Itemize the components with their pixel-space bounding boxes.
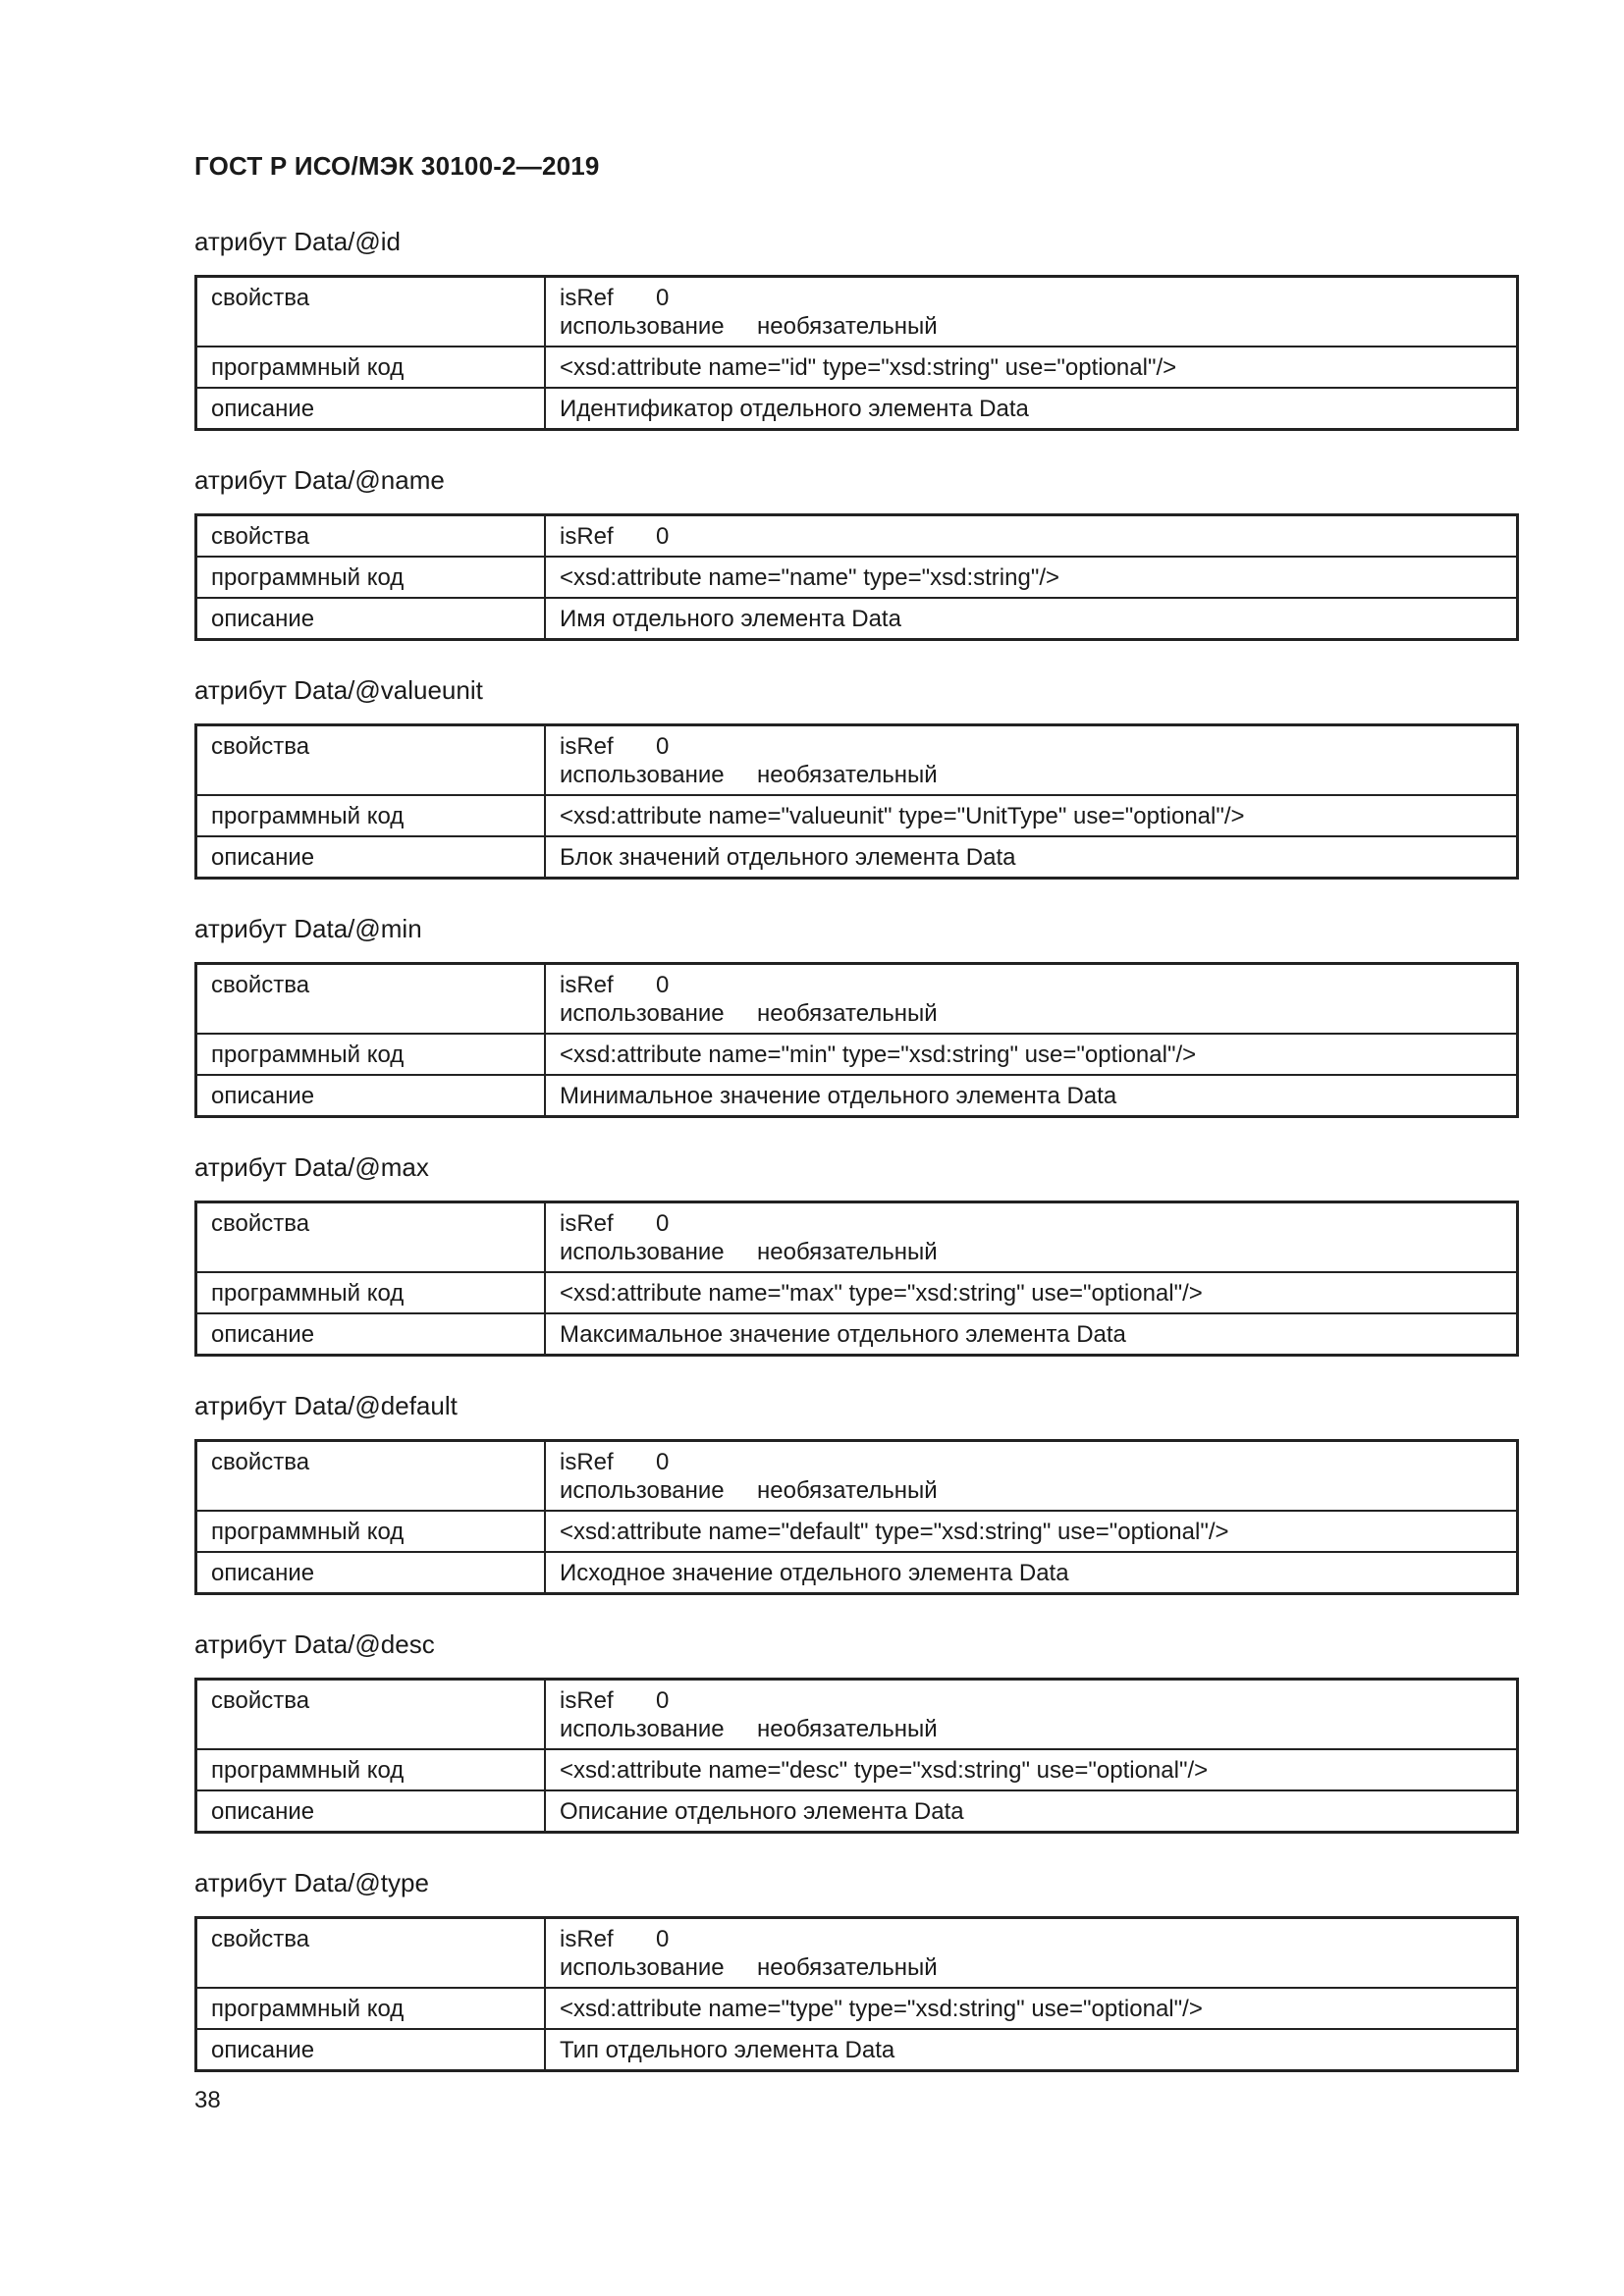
description-value: Описание отдельного элемента Data: [545, 1790, 1518, 1833]
description-label: описание: [196, 1313, 546, 1356]
attribute-table: [194, 1201, 1519, 1357]
code-value: <xsd:attribute name="type" type="xsd:string" use="optional"/>: [545, 1988, 1518, 2029]
isref-line: [560, 284, 1502, 312]
properties-label: свойства: [196, 1680, 546, 1750]
code-row: [196, 1511, 1518, 1552]
properties-row: [196, 277, 1518, 347]
attribute-title: атрибут Data/@max: [194, 1152, 429, 1182]
isref-label: isRef: [560, 1926, 614, 1952]
description-row: [196, 2029, 1518, 2071]
description-value: Тип отдельного элемента Data: [545, 2029, 1518, 2071]
isref-label: isRef: [560, 523, 614, 550]
code-label: программный код: [196, 1749, 546, 1790]
properties-value: [545, 1441, 1518, 1512]
attribute-block-default: [194, 1386, 1519, 1595]
properties-value: [545, 964, 1518, 1035]
usage-value: необязательный: [757, 1477, 938, 1504]
usage-line: [560, 312, 1502, 341]
usage-value: необязательный: [757, 762, 938, 788]
code-value: <xsd:attribute name="name" type="xsd:string"/>: [545, 557, 1518, 598]
code-label: программный код: [196, 1034, 546, 1075]
description-label: описание: [196, 388, 546, 430]
isref-line: [560, 1686, 1502, 1715]
properties-label: свойства: [196, 1202, 546, 1273]
description-value: Минимальное значение отдельного элемента Data: [545, 1075, 1518, 1117]
usage-value: необязательный: [757, 1239, 938, 1265]
attribute-block-id: [194, 222, 1519, 431]
code-value: <xsd:attribute name="default" type="xsd:string" use="optional"/>: [545, 1511, 1518, 1552]
usage-value: необязательный: [757, 1716, 938, 1742]
usage-line: [560, 1953, 1502, 1982]
isref-value: 0: [656, 1926, 670, 1952]
code-value: <xsd:attribute name="valueunit" type="UnitType" use="optional"/>: [545, 795, 1518, 836]
usage-label: использование: [560, 1716, 725, 1742]
usage-label: использование: [560, 313, 725, 340]
code-label: программный код: [196, 795, 546, 836]
properties-label: свойства: [196, 277, 546, 347]
code-row: [196, 347, 1518, 388]
usage-line: [560, 1715, 1502, 1743]
attribute-block-min: [194, 909, 1519, 1118]
properties-label: свойства: [196, 964, 546, 1035]
description-row: [196, 598, 1518, 640]
attribute-block-desc: [194, 1625, 1519, 1834]
isref-label: isRef: [560, 733, 614, 760]
isref-value: 0: [656, 733, 670, 760]
properties-row: [196, 1202, 1518, 1273]
properties-row: [196, 1918, 1518, 1989]
isref-label: isRef: [560, 1210, 614, 1237]
usage-label: использование: [560, 1239, 725, 1265]
attribute-title: атрибут Data/@type: [194, 1868, 429, 1897]
attribute-title: атрибут Data/@valueunit: [194, 675, 483, 705]
isref-label: isRef: [560, 1687, 614, 1714]
isref-line: [560, 1448, 1502, 1476]
properties-value: [545, 277, 1518, 347]
usage-label: использование: [560, 762, 725, 788]
attribute-block-type: [194, 1863, 1519, 2072]
attribute-title: атрибут Data/@default: [194, 1391, 458, 1420]
description-label: описание: [196, 1552, 546, 1594]
code-value: <xsd:attribute name="id" type="xsd:string" use="optional"/>: [545, 347, 1518, 388]
properties-value: [545, 1202, 1518, 1273]
description-row: [196, 836, 1518, 879]
usage-line: [560, 761, 1502, 789]
description-label: описание: [196, 836, 546, 879]
usage-value: необязательный: [757, 313, 938, 340]
isref-value: 0: [656, 972, 670, 998]
properties-row: [196, 964, 1518, 1035]
code-row: [196, 1749, 1518, 1790]
isref-value: 0: [656, 1687, 670, 1714]
properties-label: свойства: [196, 725, 546, 796]
properties-row: [196, 725, 1518, 796]
description-label: описание: [196, 1790, 546, 1833]
usage-label: использование: [560, 1000, 725, 1027]
page-number: 38: [194, 2087, 221, 2113]
attribute-table: [194, 1916, 1519, 2072]
properties-row: [196, 1441, 1518, 1512]
attribute-table: [194, 275, 1519, 431]
isref-line: [560, 1209, 1502, 1238]
isref-value: 0: [656, 1210, 670, 1237]
description-label: описание: [196, 1075, 546, 1117]
code-label: программный код: [196, 1988, 546, 2029]
attribute-title: атрибут Data/@name: [194, 465, 445, 495]
code-value: <xsd:attribute name="desc" type="xsd:string" use="optional"/>: [545, 1749, 1518, 1790]
attribute-table: [194, 1678, 1519, 1834]
properties-value: [545, 1680, 1518, 1750]
properties-value: [545, 725, 1518, 796]
code-row: [196, 557, 1518, 598]
description-row: [196, 1075, 1518, 1117]
code-label: программный код: [196, 347, 546, 388]
isref-value: 0: [656, 523, 670, 550]
usage-label: использование: [560, 1477, 725, 1504]
isref-line: [560, 522, 1502, 551]
code-value: <xsd:attribute name="max" type="xsd:string" use="optional"/>: [545, 1272, 1518, 1313]
attribute-table: [194, 723, 1519, 880]
code-row: [196, 1034, 1518, 1075]
properties-row: [196, 1680, 1518, 1750]
isref-line: [560, 971, 1502, 999]
description-value: Идентификатор отдельного элемента Data: [545, 388, 1518, 430]
description-row: [196, 1552, 1518, 1594]
attribute-block-name: [194, 460, 1519, 641]
usage-line: [560, 1238, 1502, 1266]
description-value: Исходное значение отдельного элемента Data: [545, 1552, 1518, 1594]
code-row: [196, 795, 1518, 836]
attribute-title: атрибут Data/@desc: [194, 1629, 435, 1659]
properties-value: [545, 1918, 1518, 1989]
attribute-table: [194, 513, 1519, 641]
usage-line: [560, 1476, 1502, 1505]
code-label: программный код: [196, 557, 546, 598]
isref-value: 0: [656, 1449, 670, 1475]
isref-label: isRef: [560, 1449, 614, 1475]
document-header: ГОСТ Р ИСО/МЭК 30100-2—2019: [194, 151, 600, 181]
properties-label: свойства: [196, 1441, 546, 1512]
properties-row: [196, 515, 1518, 558]
isref-label: isRef: [560, 972, 614, 998]
code-row: [196, 1988, 1518, 2029]
isref-value: 0: [656, 285, 670, 311]
description-value: Имя отдельного элемента Data: [545, 598, 1518, 640]
attribute-title: атрибут Data/@min: [194, 914, 422, 943]
code-label: программный код: [196, 1511, 546, 1552]
attribute-block-valueunit: [194, 670, 1519, 880]
usage-value: необязательный: [757, 1000, 938, 1027]
description-row: [196, 1313, 1518, 1356]
code-value: <xsd:attribute name="min" type="xsd:string" use="optional"/>: [545, 1034, 1518, 1075]
isref-label: isRef: [560, 285, 614, 311]
attribute-title: атрибут Data/@id: [194, 227, 402, 256]
attribute-list: [194, 222, 1519, 2102]
description-row: [196, 388, 1518, 430]
properties-value: [545, 515, 1518, 558]
isref-line: [560, 732, 1502, 761]
description-label: описание: [196, 598, 546, 640]
isref-line: [560, 1925, 1502, 1953]
properties-label: свойства: [196, 515, 546, 558]
usage-line: [560, 999, 1502, 1028]
attribute-block-max: [194, 1148, 1519, 1357]
description-value: Максимальное значение отдельного элемента Data: [545, 1313, 1518, 1356]
attribute-table: [194, 1439, 1519, 1595]
properties-label: свойства: [196, 1918, 546, 1989]
description-label: описание: [196, 2029, 546, 2071]
usage-label: использование: [560, 1954, 725, 1981]
attribute-table: [194, 962, 1519, 1118]
description-value: Блок значений отдельного элемента Data: [545, 836, 1518, 879]
description-row: [196, 1790, 1518, 1833]
usage-value: необязательный: [757, 1954, 938, 1981]
code-label: программный код: [196, 1272, 546, 1313]
code-row: [196, 1272, 1518, 1313]
